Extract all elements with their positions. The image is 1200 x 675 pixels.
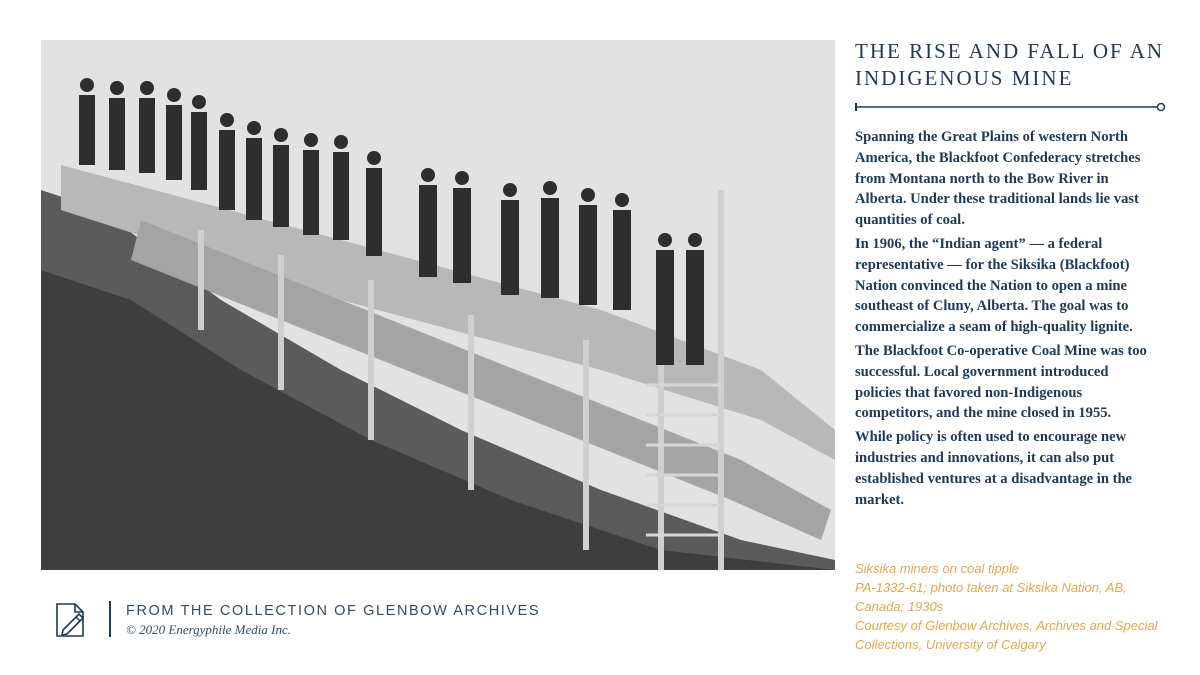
photo-illustration [41, 40, 835, 570]
caption-line: PA-1332-61; photo taken at Siksika Nation, AB, Canada; 1930s [855, 580, 1127, 614]
collection-label: FROM THE COLLECTION OF GLENBOW ARCHIVES [126, 603, 541, 619]
article-paragraph: While policy is often used to encourage new industries and innovations, it can also put established ventures at a disadvantage in the market. [855, 429, 1133, 508]
article-title: THE RISE AND FALL OF AN INDIGENOUS MINE [855, 39, 1165, 90]
photo-caption [855, 559, 1175, 654]
copyright-text: © 2020 Energyphile Media Inc. [126, 622, 291, 637]
caption-line: Siksika miners on coal tipple [855, 561, 1020, 576]
article-paragraph: Spanning the Great Plains of western North America, the Blackfoot Confederacy stretches from Montana north to the Bow River in Alberta. Under these traditional lands lie vast quantities of coal. [855, 129, 1141, 229]
caption-line: Courtesy of Glenbow Archives, Archives and Special Collections, University of Calgary [855, 618, 1158, 652]
footer-divider [109, 601, 111, 637]
article-paragraph: The Blackfoot Co-operative Coal Mine was too successful. Local government introduced policies that favored non-Indigenous competitors, and the mine closed in 1955. [855, 342, 1147, 422]
historical-photo [41, 40, 835, 570]
article-paragraph: In 1906, the “Indian agent” — a federal representative — for the Siksika (Blackfoot) Nation convinced the Nation to open a mine southeast of Cluny, Alberta. The goal was to commercialize a seam of high-quality lignite. [855, 235, 1133, 336]
document-pen-icon [55, 602, 87, 638]
article-body [855, 127, 1155, 513]
title-rule [855, 100, 1167, 114]
